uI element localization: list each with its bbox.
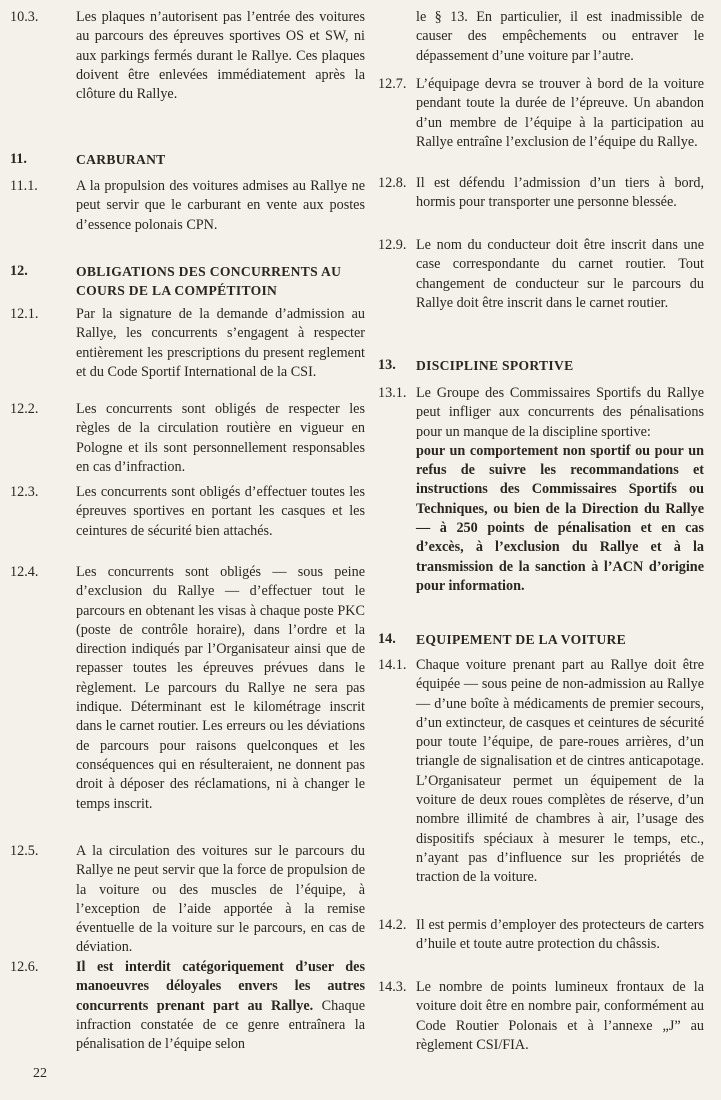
article-text: Il est permis d’employer des protecteurs de carters d’huile et toute autre protection du châssis. bbox=[416, 917, 704, 953]
section-13-heading bbox=[378, 356, 704, 375]
article-12-2 bbox=[0, 400, 365, 477]
article-12-6-continued bbox=[378, 8, 704, 66]
section-number: 14. bbox=[378, 631, 396, 647]
article-12-5 bbox=[0, 842, 365, 958]
article-text: Les concurrents sont obligés d’effectuer toutes les épreuves sportives en portant les casques et les ceintures de sécurité bien attachés. bbox=[76, 484, 365, 539]
section-number: 12. bbox=[10, 263, 28, 279]
article-text: Le nombre de points lumineux frontaux de la voiture doit être en nombre pair, conformément au Code Routier Polonais et à l’annexe „J” au règlement CSI/FIA. bbox=[416, 979, 704, 1053]
article-text: Chaque voiture prenant part au Rallye doit être équipée — sous peine de non-admission au Rallye — d’une boîte à médicaments de premier secours, d’un extincteur, de casques et ceintures de sécurité pour toute l’équipe, de pare-roues arrières, d’un triangle de signalisation et de cintres anticapotage. L’Organisateur permet un équipement de la voiture de deux roues complètes de réserve, d’un nombre illimité de chambres à air, l’usage des dispositifs spéciaux à mesurer le temps, etc., n’ayant pas d’influence sur les propriétés de traction de la voiture. bbox=[416, 657, 704, 886]
article-text-regular: Le Groupe des Commissaires Sportifs du Rallye peut infliger aux concurrents des pénalisations pour un manque de la discipline sportive: bbox=[416, 385, 704, 440]
article-13-1 bbox=[378, 384, 704, 596]
section-title: EQUIPEMENT DE LA VOITURE bbox=[416, 632, 626, 647]
article-text: Les plaques n’autorisent pas l’entrée des voitures au parcours des épreuves sportives OS et SW, ni aux parkings fermés durant le Rallye. Ces plaques doivent être enlevées immédiatement après la clôture du Rallye. bbox=[76, 9, 365, 103]
article-number: 12.1. bbox=[10, 306, 39, 322]
article-number: 12.3. bbox=[10, 484, 39, 500]
article-number: 12.8. bbox=[378, 175, 407, 191]
article-text bbox=[416, 384, 704, 596]
article-number: 14.3. bbox=[378, 979, 407, 995]
page-number: 22 bbox=[33, 1066, 47, 1081]
article-12-8 bbox=[378, 174, 704, 213]
article-12-7 bbox=[378, 75, 704, 152]
article-text: A la circulation des voitures sur le parcours du Rallye ne peut servir que la force de propulsion de la voiture ou des muscles de l’équipe, à l’exception de l’aide apportée à la remise éventuelle de la voiture sur le parcours, en cas de déviation. bbox=[76, 843, 365, 956]
article-10-3 bbox=[0, 8, 365, 104]
article-number: 12.2. bbox=[10, 401, 39, 417]
section-12-heading bbox=[0, 262, 365, 301]
article-text-bold: pour un comportement non sportif ou pour un refus de suivre les recommandations et instructions des Commissaires Sportifs ou Techniques, ou bien de la Direction du Rallye — à 250 points de pénalisation et en cas d’excès, à l’exclusion du Rallye et à la transmission de la sanction à l’ACN d’origine pour information. bbox=[416, 442, 704, 594]
article-11-1 bbox=[0, 177, 365, 235]
section-title: DISCIPLINE SPORTIVE bbox=[416, 358, 574, 373]
article-number: 12.4. bbox=[10, 564, 39, 580]
article-text: Par la signature de la demande d’admission au Rallye, les concurrents s’engagent à respecter entièrement les prescriptions du present reglement et du Code Sportif International de la CSI. bbox=[76, 306, 365, 380]
article-number: 14.1. bbox=[378, 657, 407, 673]
article-number: 11.1. bbox=[10, 178, 38, 194]
article-number: 12.6. bbox=[10, 959, 39, 975]
article-number bbox=[378, 8, 416, 66]
article-number: 12.5. bbox=[10, 843, 39, 859]
article-text-regular: Chaque infraction constatée de ce genre entraînera la pénalisation de l’équipe selon bbox=[76, 997, 365, 1053]
article-number: 13.1. bbox=[378, 385, 407, 401]
section-14-heading bbox=[378, 630, 704, 649]
article-text: Il est défendu l’admission d’un tiers à bord, hormis pour transporter une personne blessée. bbox=[416, 175, 704, 211]
article-text: A la propulsion des voitures admises au Rallye ne peut servir que le carburant en vente aux postes d’essence polonais CPN. bbox=[76, 178, 365, 233]
article-12-3 bbox=[0, 483, 365, 541]
article-12-4 bbox=[0, 563, 365, 814]
article-12-9 bbox=[378, 236, 704, 313]
article-number: 10.3. bbox=[10, 9, 39, 25]
article-text bbox=[76, 958, 365, 1054]
section-11-heading bbox=[0, 150, 365, 169]
article-14-2 bbox=[378, 916, 704, 955]
article-text-bold: Il est interdit catégoriquement d’user des manoeuvres déloyales envers les autres concurrents prenant part au Rallye. bbox=[76, 959, 365, 1014]
section-title: CARBURANT bbox=[76, 152, 166, 167]
section-number: 11. bbox=[10, 151, 27, 167]
article-text: le § 13. En particulier, il est inadmissible de causer des empêchements ou entraver le dépassement d’une voiture par l’autre. bbox=[416, 9, 704, 64]
article-number: 12.7. bbox=[378, 76, 407, 92]
article-number: 14.2. bbox=[378, 917, 407, 933]
article-14-1 bbox=[378, 656, 704, 888]
section-number: 13. bbox=[378, 357, 396, 373]
article-12-6 bbox=[0, 958, 365, 1054]
article-text: Le nom du conducteur doit être inscrit dans une case correspondante du carnet routier. Tout changement de conducteur sur le parcours du Rallye doit être inscrit dans le carnet routier. bbox=[416, 237, 704, 311]
section-title: OBLIGATIONS DES CONCURRENTS AU COURS DE LA COMPÉTITOIN bbox=[76, 264, 342, 299]
article-text: Les concurrents sont obligés de respecter les règles de la circulation routière en vigueur en Pologne et ils sont personnellement responsables en cas d’infraction. bbox=[76, 401, 365, 475]
article-number: 12.9. bbox=[378, 237, 407, 253]
article-14-3 bbox=[378, 978, 704, 1055]
article-text: L’équipage devra se trouver à bord de la voiture pendant toute la durée de l’épreuve. Un abandon d’un membre de l’équipe à la participation au Rallye entraîne l’exclusion de l’équipe du Rallye. bbox=[416, 76, 704, 150]
article-text: Les concurrents sont obligés — sous peine d’exclusion du Rallye — d’effectuer tout le parcours en obtenant les visas à chaque poste PKC (poste de contrôle horaire), dans l’ordre et la direction indiqués par l’Organisateur ainsi que de repasser toutes les épreuves prévues dans le règlement. Le parcours du Rallye ne sera pas indique. Déterminant est le kilométrage inscrit dans le carnet routier. Les erreurs ou les déviations de parcours pour raisons quelconques et les conséquences qui en résulteraient, ne donnent pas droit à déposer des réclamations, ni à changer le temps inscrit. bbox=[76, 564, 365, 812]
article-12-1 bbox=[0, 305, 365, 382]
